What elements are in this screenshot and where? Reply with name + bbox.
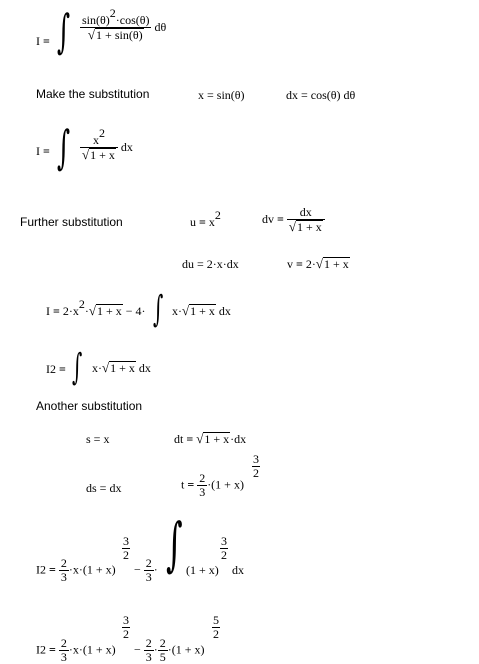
eq1-fraction: $\frac{\sin(\theta)^2\cdot\cos(\theta)}{√1 + \sin(\theta)}$ (82, 6, 150, 42)
eq5-differential: dx (232, 563, 244, 577)
sub3-t-definition: t = $\frac{2}{3}$ ·(1 + x) (181, 471, 244, 499)
eq5-integrand: (1 + x) (186, 563, 219, 577)
sub2-dv-definition: dv = $\frac{dx}{√1 + x}$ (262, 206, 325, 234)
eq5-second-term: − $\frac{2}{3}$ · (134, 556, 158, 584)
sub2-v-definition: v = 2·√1 + x (287, 256, 349, 271)
label-another-substitution: Another substitution (36, 399, 143, 413)
sub2-du-definition: du = 2·x·dx (182, 257, 239, 271)
eq6-expression: I2 = $\frac{2}{3}$ ·x·(1 + x) (36, 636, 116, 664)
eq2-integrand (80, 126, 133, 162)
eq1-lhs: I = (36, 34, 50, 48)
sub2-u-definition: $u = x^2$ (190, 208, 221, 229)
eq6-second-term: − $\frac{2}{3}$ · $\frac{2}{5}$ ·(1 + x) (134, 636, 205, 664)
label-further-substitution: Further substitution (20, 215, 123, 229)
eq1-differential: dθ (154, 19, 167, 34)
sub1-x-definition: x = sin(θ) (198, 88, 245, 102)
sub3-dt-definition: dt = √1 + x·dx (174, 431, 247, 446)
eq2-lhs: I = (36, 144, 50, 158)
sub3-ds-definition: ds = dx (86, 481, 122, 495)
sub3-s-definition: s = x (86, 432, 110, 446)
eq3-integrand: x·√1 + x dx (172, 303, 231, 318)
eq4-integrand: x·√1 + x dx (92, 360, 151, 375)
eq5-expression: I2 = $\frac{2}{3}$ ·x·(1 + x) (36, 556, 116, 584)
label-make-substitution: Make the substitution (36, 87, 150, 101)
eq1-integrand (80, 6, 167, 42)
integral-sign: ∫ (72, 347, 83, 388)
sub1-dx-definition: dx = cos(θ) dθ (286, 88, 356, 102)
eq4-lhs: I2 = (46, 362, 66, 376)
sub3-t-exponent: 3 2 (253, 452, 259, 480)
eq6-exponent-2: 5 2 (213, 613, 219, 641)
eq5-exponent-2: 3 2 (221, 534, 227, 562)
integral-sign: ∫ (166, 510, 183, 578)
eq6-exponent-1: 3 2 (123, 613, 129, 641)
eq3-expression: $I = 2\cdot x^2\cdot√1 + x - 4\cdot$ (46, 297, 146, 318)
eq2-differential: dx (120, 139, 133, 154)
integral-sign: ∫ (57, 4, 71, 58)
integral-sign: ∫ (57, 120, 71, 174)
integral-sign: ∫ (153, 289, 164, 330)
eq5-exponent-1: 3 2 (123, 534, 129, 562)
eq2-fraction: $\frac{x^2}{√1 + x}$ (80, 134, 118, 162)
